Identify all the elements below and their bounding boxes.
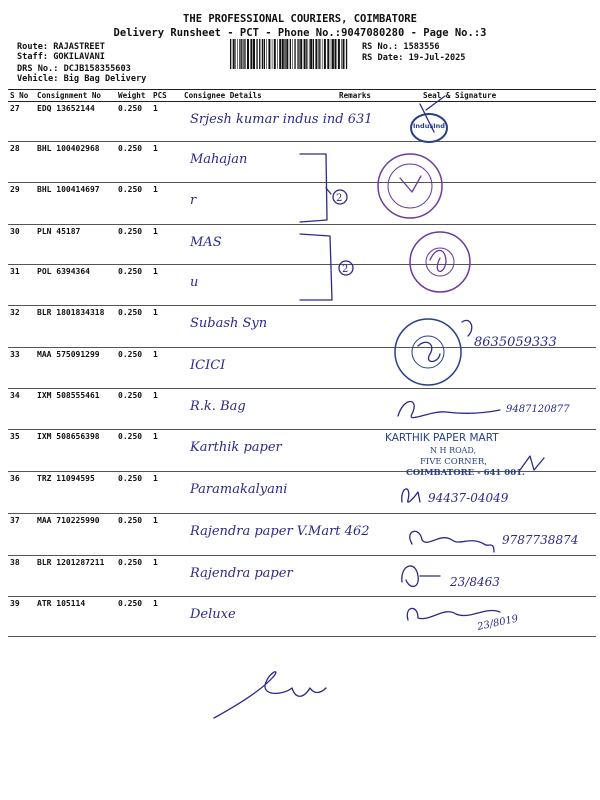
cell-weight-text: 0.250 xyxy=(118,599,143,608)
cell-consignment-text: MAA 575091299 xyxy=(37,350,100,359)
cell-seal xyxy=(397,306,596,348)
cell-seal xyxy=(397,556,596,597)
cell-consignee-text: Paramakalyani xyxy=(190,482,288,497)
staff-label: Staff: GOKILAVANI xyxy=(17,52,105,62)
cell-consignee xyxy=(182,348,337,389)
cell-pcs xyxy=(151,389,182,430)
cell-sno xyxy=(8,472,35,514)
rs-date: RS Date: 19-Jul-2025 xyxy=(362,53,466,63)
col-header-weight: Weight xyxy=(116,90,151,102)
table-row xyxy=(8,183,596,225)
table-row xyxy=(8,306,596,348)
cell-consignment xyxy=(35,306,116,348)
cell-consignee xyxy=(182,265,337,306)
barcode-bar xyxy=(233,39,235,69)
cell-weight xyxy=(116,142,151,183)
number-note-6: 23/8019 xyxy=(476,613,520,633)
barcode-bar xyxy=(327,39,329,69)
cell-pcs-text: 1 xyxy=(153,144,158,153)
cell-pcs xyxy=(151,430,182,472)
table-row xyxy=(8,472,596,514)
company-title: THE PROFESSIONAL COURIERS, COIMBATORE xyxy=(183,13,417,25)
cell-consignment xyxy=(35,597,116,637)
cell-consignment xyxy=(35,430,116,472)
table-row xyxy=(8,389,596,430)
cell-remarks xyxy=(337,472,397,514)
cell-weight-text: 0.250 xyxy=(118,516,143,525)
cell-seal xyxy=(397,225,596,265)
cell-consignee xyxy=(182,514,370,556)
table-row xyxy=(8,556,596,597)
cell-consignment-text: BHL 100402968 xyxy=(37,144,100,153)
barcode-bar xyxy=(332,39,334,69)
cell-weight-text: 0.250 xyxy=(118,267,143,276)
cell-seal xyxy=(397,265,596,306)
runsheet-subtitle: Delivery Runsheet - PCT - Phone No.:9047080280 - Page No.:3 xyxy=(113,27,487,39)
cell-consignee-text: R.k. Bag xyxy=(190,399,246,414)
cell-weight xyxy=(116,472,151,514)
cell-seal xyxy=(397,142,596,183)
cell-weight xyxy=(116,514,151,556)
cell-weight-text: 0.250 xyxy=(118,432,143,441)
table-row xyxy=(8,142,596,183)
cell-weight xyxy=(116,556,151,597)
col-header-seal: Seal & Signature xyxy=(397,90,596,102)
cell-consignee xyxy=(182,389,337,430)
col-header-sno: S No xyxy=(8,90,35,102)
cell-sno xyxy=(8,225,35,265)
barcode-bar xyxy=(272,39,273,69)
barcode-bar xyxy=(256,39,257,69)
barcode-bar xyxy=(309,39,310,69)
svg-text:FIVE CORNER,: FIVE CORNER, xyxy=(420,457,487,467)
barcode-bar xyxy=(239,39,240,69)
barcode-bar xyxy=(244,39,245,69)
barcode-bar xyxy=(274,39,276,69)
cell-consignee-text: Subash Syn xyxy=(190,316,268,331)
barcode-bar xyxy=(235,39,236,69)
col-header-remarks: Remarks xyxy=(337,90,397,102)
cell-consignment xyxy=(35,183,116,225)
cell-remarks xyxy=(337,225,397,265)
barcode-bar xyxy=(335,39,337,69)
cell-consignee-text: Deluxe xyxy=(190,607,236,622)
table-row xyxy=(8,265,596,306)
cell-pcs-text: 1 xyxy=(153,227,158,236)
cell-remarks xyxy=(337,389,397,430)
cell-pcs xyxy=(151,102,182,142)
cell-sno-text: 30 xyxy=(10,227,20,236)
cell-weight xyxy=(116,102,151,142)
cell-sno xyxy=(8,430,35,472)
number-note-5: 23/8463 xyxy=(450,575,500,589)
col-header-pcs: PCS xyxy=(151,90,182,102)
barcode-bar xyxy=(304,39,306,69)
cell-sno xyxy=(8,389,35,430)
table-row xyxy=(8,348,596,389)
cell-consignee-text: Srjesh kumar indus ind 631 xyxy=(190,112,373,127)
cell-weight xyxy=(116,597,151,637)
cell-weight-text: 0.250 xyxy=(118,350,143,359)
cell-consignment-text: MAA 710225990 xyxy=(37,516,100,525)
cell-sno-text: 28 xyxy=(10,144,20,153)
cell-consignee-text: Mahajan xyxy=(190,152,248,167)
cell-remarks xyxy=(337,183,397,225)
cell-consignee-text: u xyxy=(190,275,199,290)
cell-pcs xyxy=(151,225,182,265)
cell-consignee xyxy=(182,597,337,637)
table-header-row xyxy=(8,90,596,102)
table-row xyxy=(8,597,596,637)
cell-remarks xyxy=(337,597,397,637)
cell-seal xyxy=(397,597,596,637)
cell-pcs xyxy=(151,514,182,556)
cell-weight-text: 0.250 xyxy=(118,474,143,483)
cell-consignee xyxy=(182,183,337,225)
cell-seal xyxy=(397,389,596,430)
cell-remarks xyxy=(337,348,397,389)
cell-weight xyxy=(116,265,151,306)
svg-text:COIMBATORE - 641 001.: COIMBATORE - 641 001. xyxy=(406,468,525,478)
cell-pcs-text: 1 xyxy=(153,308,158,317)
cell-remarks xyxy=(337,142,397,183)
cell-sno-text: 33 xyxy=(10,350,20,359)
cell-sno-text: 32 xyxy=(10,308,20,317)
runsheet-table xyxy=(8,89,596,637)
cell-weight-text: 0.250 xyxy=(118,104,143,113)
cell-consignee-text: ICICI xyxy=(190,358,226,373)
cell-seal xyxy=(397,348,596,389)
barcode-bar xyxy=(268,39,270,69)
col-header-consignment: Consignment No xyxy=(35,90,116,102)
cell-sno xyxy=(8,183,35,225)
cell-sno-text: 31 xyxy=(10,267,20,276)
cell-sno-text: 35 xyxy=(10,432,20,441)
cell-pcs xyxy=(151,183,182,225)
cell-weight xyxy=(116,430,151,472)
cell-consignment-text: ATR 105114 xyxy=(37,599,86,608)
barcode-bar xyxy=(262,39,263,69)
cell-sno-text: 37 xyxy=(10,516,20,525)
barcode-bar xyxy=(300,39,302,69)
barcode-bar xyxy=(343,39,345,69)
barcode-bar xyxy=(313,39,314,69)
cell-weight xyxy=(116,348,151,389)
phone-note-4: 9787738874 xyxy=(502,533,579,547)
svg-text:KARTHIK PAPER MART: KARTHIK PAPER MART xyxy=(385,432,499,444)
cell-pcs-text: 1 xyxy=(153,350,158,359)
cell-weight xyxy=(116,225,151,265)
cell-pcs xyxy=(151,348,182,389)
phone-note-2: 9487120877 xyxy=(506,404,570,415)
barcode-bar xyxy=(284,39,285,69)
barcode-bar xyxy=(230,39,231,69)
cell-sno-text: 29 xyxy=(10,185,20,194)
cell-weight-text: 0.250 xyxy=(118,227,143,236)
cell-weight xyxy=(116,389,151,430)
table-row xyxy=(8,225,596,265)
barcode-bar xyxy=(237,39,238,69)
cell-consignment xyxy=(35,348,116,389)
barcode-bar xyxy=(290,39,291,69)
cell-remarks xyxy=(337,556,397,597)
cell-seal xyxy=(397,102,596,142)
cell-pcs-text: 1 xyxy=(153,391,158,400)
barcode-bar xyxy=(253,39,255,69)
cell-sno xyxy=(8,597,35,637)
rs-number: RS No.: 1583556 xyxy=(362,42,440,52)
cell-pcs xyxy=(151,142,182,183)
barcode-image xyxy=(230,39,348,69)
cell-weight-text: 0.250 xyxy=(118,558,143,567)
barcode-bar xyxy=(292,39,293,69)
cell-sno xyxy=(8,556,35,597)
cell-consignment xyxy=(35,102,116,142)
cell-consignment-text: POL 6394364 xyxy=(37,267,90,276)
cell-consignment xyxy=(35,265,116,306)
barcode-bar xyxy=(243,39,244,69)
svg-text:IndusInd: IndusInd xyxy=(413,122,445,130)
cell-weight xyxy=(116,183,151,225)
cell-pcs xyxy=(151,556,182,597)
barcode-bar xyxy=(286,39,288,69)
vehicle-label: Vehicle: Big Bag Delivery xyxy=(17,74,147,84)
cell-pcs xyxy=(151,597,182,637)
cell-consignment-text: IXM 508656398 xyxy=(37,432,100,441)
cell-consignee-text: Karthik paper xyxy=(190,440,282,455)
cell-consignee-text: Rajendra paper xyxy=(190,566,293,581)
cell-remarks xyxy=(337,430,397,472)
barcode-bar xyxy=(324,39,326,69)
page-signature xyxy=(214,672,326,718)
barcode-bar xyxy=(338,39,340,69)
cell-pcs-text: 1 xyxy=(153,432,158,441)
cell-weight-text: 0.250 xyxy=(118,185,143,194)
group-marker-1: 2 xyxy=(336,193,343,204)
cell-remarks xyxy=(337,306,397,348)
cell-consignee-text: MAS xyxy=(190,235,222,250)
barcode-bar xyxy=(346,39,347,69)
cell-consignee xyxy=(182,142,337,183)
cell-sno-text: 36 xyxy=(10,474,20,483)
barcode-bar xyxy=(279,39,281,69)
cell-consignee-text: r xyxy=(190,193,197,208)
table-row xyxy=(8,514,596,556)
cell-consignee xyxy=(182,430,337,472)
cell-weight-text: 0.250 xyxy=(118,391,143,400)
cell-weight xyxy=(116,306,151,348)
cell-sno-text: 34 xyxy=(10,391,20,400)
phone-note-3: 94437-04049 xyxy=(428,491,509,505)
cell-weight-text: 0.250 xyxy=(118,308,143,317)
cell-consignee xyxy=(182,556,337,597)
cell-remarks xyxy=(337,265,397,306)
cell-consignment-text: TRZ 11094595 xyxy=(37,474,95,483)
cell-sno-text: 38 xyxy=(10,558,20,567)
cell-seal xyxy=(397,472,596,514)
cell-sno xyxy=(8,348,35,389)
group-marker-2: 2 xyxy=(342,264,349,275)
barcode-bar xyxy=(264,39,265,69)
cell-consignment-text: PLN 45187 xyxy=(37,227,81,236)
cell-consignment xyxy=(35,389,116,430)
cell-pcs xyxy=(151,306,182,348)
barcode-bar xyxy=(282,39,284,69)
cell-sno xyxy=(8,514,35,556)
cell-seal xyxy=(397,514,596,556)
cell-consignment xyxy=(35,142,116,183)
barcode-bar xyxy=(277,39,278,69)
cell-sno xyxy=(8,306,35,348)
barcode-bar xyxy=(298,39,299,69)
col-header-consignee: Consignee Details xyxy=(182,90,337,102)
cell-pcs xyxy=(151,265,182,306)
cell-pcs-text: 1 xyxy=(153,104,158,113)
table-row xyxy=(8,430,596,472)
cell-consignee xyxy=(182,306,337,348)
barcode-bar xyxy=(331,39,332,69)
cell-consignment xyxy=(35,514,116,556)
cell-weight-text: 0.250 xyxy=(118,144,143,153)
cell-pcs-text: 1 xyxy=(153,267,158,276)
cell-consignment-text: BLR 1201287211 xyxy=(37,558,105,567)
cell-pcs-text: 1 xyxy=(153,474,158,483)
barcode-bar xyxy=(259,39,260,69)
cell-consignment xyxy=(35,472,116,514)
cell-consignee xyxy=(182,472,337,514)
cell-consignment-text: BLR 1801834318 xyxy=(37,308,105,317)
barcode-bar xyxy=(322,39,323,69)
cell-sno-text: 39 xyxy=(10,599,20,608)
cell-consignment xyxy=(35,556,116,597)
cell-consignment-text: EDQ 13652144 xyxy=(37,104,95,113)
cell-consignment-text: BHL 100414697 xyxy=(37,185,100,194)
svg-text:N H ROAD,: N H ROAD, xyxy=(430,446,477,455)
cell-consignment-text: IXM 508555461 xyxy=(37,391,100,400)
cell-sno xyxy=(8,102,35,142)
barcode-bar xyxy=(250,39,252,69)
cell-pcs-text: 1 xyxy=(153,558,158,567)
cell-pcs-text: 1 xyxy=(153,185,158,194)
phone-note-1: 8635059333 xyxy=(474,335,557,350)
barcode-bar xyxy=(315,39,317,69)
cell-sno-text: 27 xyxy=(10,104,20,113)
barcode-bar xyxy=(306,39,307,69)
barcode-bar xyxy=(297,39,298,69)
route-label: Route: RAJASTREET xyxy=(17,42,105,52)
cell-seal xyxy=(397,183,596,225)
barcode-bar xyxy=(266,39,267,69)
cell-sno xyxy=(8,265,35,306)
cell-consignee xyxy=(182,225,337,265)
cell-pcs-text: 1 xyxy=(153,599,158,608)
barcode-bar xyxy=(294,39,295,69)
cell-sno xyxy=(8,142,35,183)
barcode-bar xyxy=(247,39,249,69)
table-row xyxy=(8,102,596,142)
barcode-bar xyxy=(319,39,320,69)
cell-consignment xyxy=(35,225,116,265)
barcode-bar xyxy=(241,39,242,69)
cell-pcs-text: 1 xyxy=(153,516,158,525)
barcode-bar xyxy=(341,39,342,69)
cell-consignee xyxy=(182,102,373,142)
cell-seal xyxy=(397,430,596,472)
cell-pcs xyxy=(151,472,182,514)
cell-consignee-text: Rajendra paper V.Mart 462 xyxy=(190,524,370,539)
drs-number: DRS No.: DCJB158355603 xyxy=(17,64,131,74)
barcode-bar xyxy=(318,39,319,69)
barcode-bar xyxy=(310,39,312,69)
